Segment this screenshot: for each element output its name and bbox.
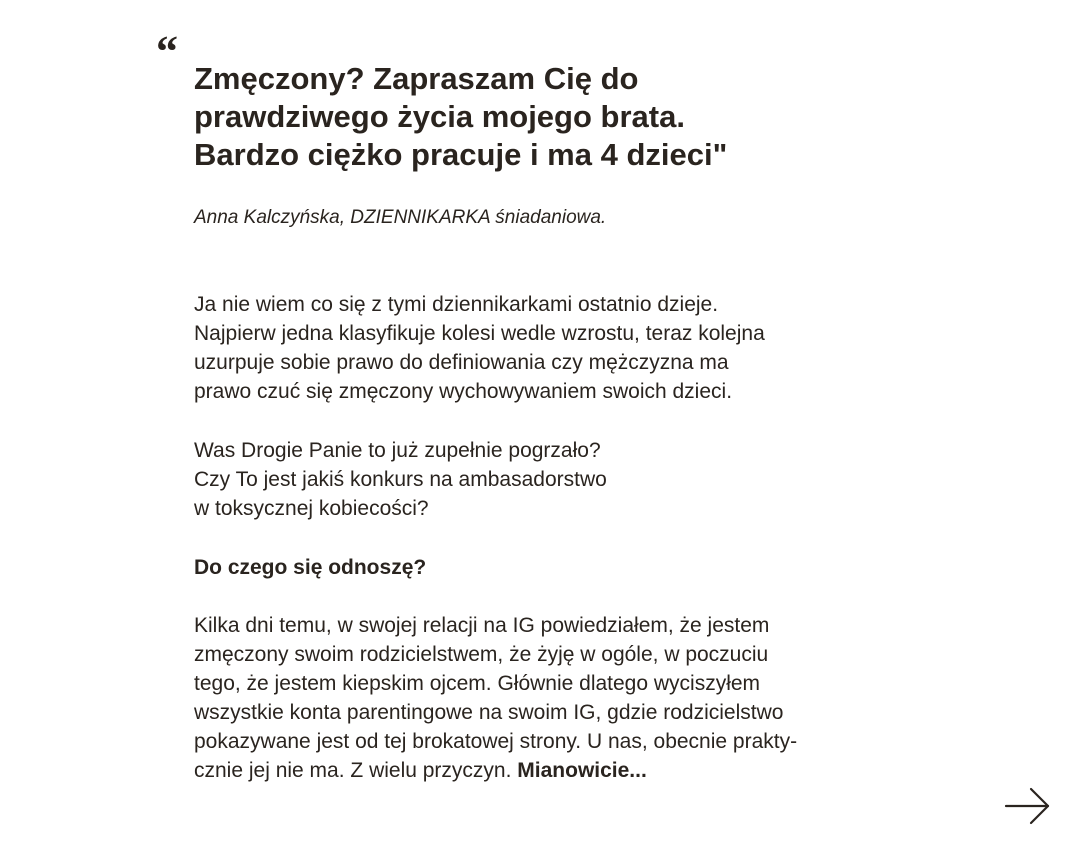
subheading: [194, 553, 874, 582]
arrow-right-icon: [1004, 786, 1052, 826]
subheading-text: Do czego się odnoszę?: [194, 556, 427, 579]
quote-author: Anna Kalczyńska, DZIENNIKARKA śniadaniowa.: [194, 207, 607, 228]
text-line: zmęczony swoim rodzicielstwem, że żyję w ogóle, w poczuciu: [194, 643, 769, 666]
text-line: Ja nie wiem co się z tymi dziennikarkami ostatnio dzieje.: [194, 293, 719, 316]
text-line: Najpierw jedna klasyfikuje kolesi wedle wzrostu, teraz kolejna: [194, 322, 765, 345]
text-line: uzurpuje sobie prawo do definiowania czy mężczyzna ma: [194, 351, 729, 374]
text-line: wszystkie konta parentingowe na swoim IG, gdzie rodzicielstwo: [194, 701, 784, 724]
next-slide-button[interactable]: [1004, 786, 1052, 826]
text-line: Was Drogie Panie to już zupełnie pogrzało?: [194, 439, 601, 462]
headline-line: prawdziwego życia mojego brata.: [194, 99, 685, 134]
paragraph-intro: [194, 290, 874, 406]
headline-line: Bardzo ciężko pracuje i ma 4 dzieci": [194, 137, 728, 172]
headline-line: Zmęczony? Zapraszam Cię do: [194, 61, 639, 96]
text-line: Kilka dni temu, w swojej relacji na IG powiedziałem, że jestem: [194, 614, 770, 637]
text-line: w toksycznej kobiecości?: [194, 497, 429, 520]
quote-mark: “: [156, 27, 178, 76]
text-line: [194, 756, 874, 785]
paragraph-question: [194, 436, 874, 523]
text-plain: cznie jej nie ma. Z wielu przyczyn.: [194, 759, 518, 782]
text-line: prawo czuć się zmęczony wychowywaniem swoich dzieci.: [194, 380, 733, 403]
paragraph-context: [194, 611, 874, 785]
text-line: tego, że jestem kiepskim ojcem. Głównie dlatego wyciszyłem: [194, 672, 761, 695]
text-line: pokazywane jest od tej brokatowej strony. U nas, obecnie prakty-: [194, 730, 798, 753]
text-line: Czy To jest jakiś konkurs na ambasadorstwo: [194, 468, 607, 491]
quote-headline: [194, 60, 914, 174]
read-more-text: Mianowicie...: [517, 759, 647, 782]
